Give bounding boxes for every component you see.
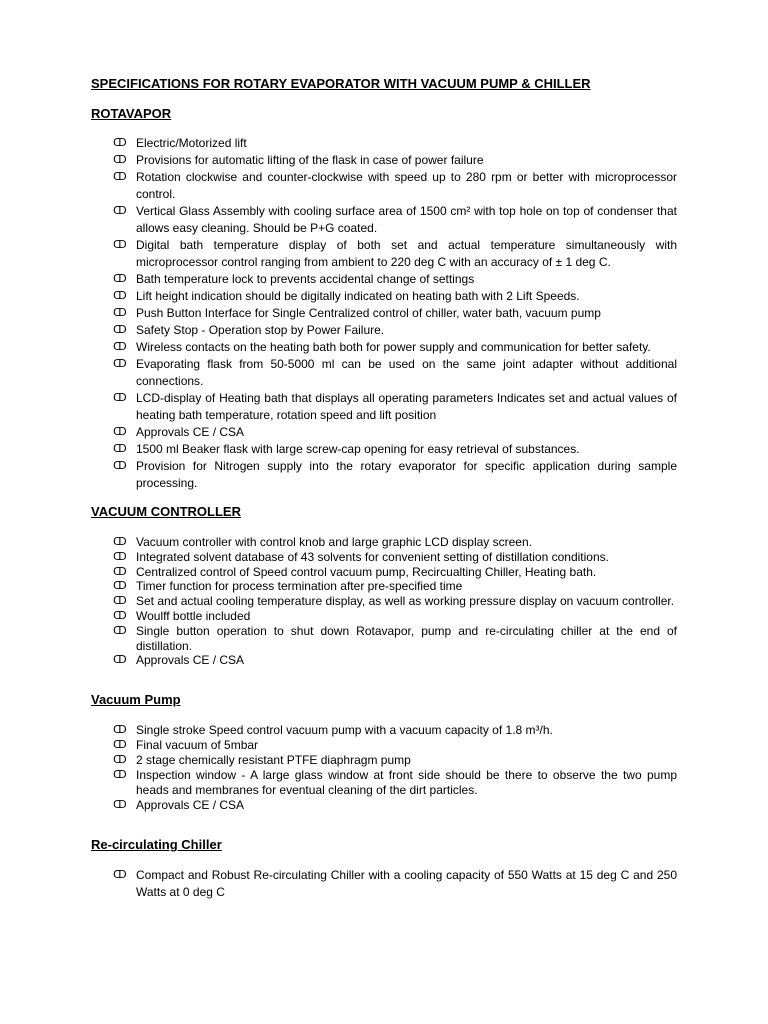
list-item (91, 867, 677, 901)
section-heading: Re-circulating Chiller (91, 837, 222, 853)
list-item-text: Provision for Nitrogen supply into the rotary evaporator for specific application during sample processing. (136, 459, 677, 490)
list-item-text: Approvals CE / CSA (136, 653, 245, 668)
list-item-text: Compact and Robust Re-circulating Chiller with a cooling capacity of 550 Watts at 15 deg C and 250 Watts at 0 deg C (136, 868, 677, 900)
list-item (91, 322, 677, 339)
list-item-text: Centralized control of Speed control vacuum pump, Recircualting Chiller, Heating bath. (136, 564, 597, 579)
list-item (91, 738, 677, 753)
list-item-text: 2 stage chemically resistant PTFE diaphragm pump (136, 753, 411, 768)
bullet-icon: ↀ (113, 443, 127, 455)
list-item-text: 1500 ml Beaker flask with large screw-cap opening for easy retrieval of substances. (136, 442, 580, 456)
list-item-text: Digital bath temperature display of both set and actual temperature simultaneously with microprocessor control ranging from ambient to 220 deg C with an accuracy of ± 1 deg C. (136, 238, 677, 269)
list-item-text: Evaporating flask from 50-5000 ml can be used on the same joint adapter without additional connections. (136, 357, 677, 388)
bullet-icon: ↀ (113, 724, 127, 737)
list-item-text: Provisions for automatic lifting of the flask in case of power failure (136, 153, 484, 167)
bullet-icon: ↀ (113, 624, 127, 637)
section-heading: Vacuum Pump (91, 692, 181, 708)
bullet-icon: ↀ (113, 565, 127, 578)
list-item (91, 723, 677, 738)
list-item (91, 169, 677, 203)
bullet-icon: ↀ (113, 754, 127, 767)
bullet-icon: ↀ (113, 341, 127, 353)
list-item (91, 152, 677, 169)
section-recirculating-chiller (91, 837, 677, 901)
list-item-text: Timer function for process termination after pre-specified time (136, 579, 463, 594)
list-item (91, 135, 677, 152)
list-item (91, 441, 677, 458)
section-heading: ROTAVAPOR (91, 106, 172, 121)
section-vacuum-pump (91, 692, 677, 813)
list-item (91, 390, 677, 424)
list-item-text: Safety Stop - Operation stop by Power Failure. (136, 323, 385, 337)
bullet-icon: ↀ (113, 290, 127, 302)
list-item (91, 237, 677, 271)
spec-list (91, 135, 677, 492)
spec-list (91, 867, 677, 901)
bullet-icon: ↀ (113, 205, 127, 217)
list-item-text: Woulff bottle included (136, 608, 251, 623)
section-vacuum-controller (91, 504, 677, 668)
list-item-text: Inspection window - A large glass window at front side should be there to observe the two pump heads and membranes for eventual cleaning of the dirt particles. (136, 768, 677, 798)
list-item-text: Single stroke Speed control vacuum pump with a vacuum capacity of 1.8 m³/h. (136, 723, 553, 738)
bullet-icon: ↀ (113, 426, 127, 438)
bullet-icon: ↀ (113, 595, 127, 608)
list-item (91, 565, 677, 580)
list-item-text: Electric/Motorized lift (136, 136, 247, 150)
spec-list (91, 723, 677, 813)
list-item-text: Vertical Glass Assembly with cooling surface area of 1500 cm² with top hole on top of condenser that allows easy cleaning. Should be P+G coated. (136, 204, 677, 235)
bullet-icon: ↀ (113, 171, 127, 183)
bullet-icon: ↀ (113, 358, 127, 370)
bullet-icon: ↀ (113, 609, 127, 622)
list-item (91, 288, 677, 305)
list-item-text: Approvals CE / CSA (136, 425, 245, 439)
list-item-text: Lift height indication should be digitally indicated on heating bath with 2 Lift Speeds. (136, 289, 580, 303)
bullet-icon: ↀ (113, 869, 127, 882)
list-item (91, 609, 677, 624)
bullet-icon: ↀ (113, 154, 127, 166)
list-item (91, 753, 677, 768)
list-item (91, 203, 677, 237)
bullet-icon: ↀ (113, 460, 127, 472)
list-item (91, 594, 677, 609)
list-item (91, 550, 677, 565)
list-item (91, 798, 677, 813)
bullet-icon: ↀ (113, 392, 127, 404)
list-item (91, 624, 677, 654)
list-item-text: Vacuum controller with control knob and large graphic LCD display screen. (136, 535, 532, 549)
bullet-icon: ↀ (113, 273, 127, 285)
bullet-icon: ↀ (113, 239, 127, 251)
bullet-icon: ↀ (113, 550, 127, 563)
bullet-icon: ↀ (113, 324, 127, 336)
bullet-icon: ↀ (113, 654, 127, 667)
list-item-text: Single button operation to shut down Rotavapor, pump and re-circulating chiller at the end of distillation. (136, 623, 677, 653)
list-item (91, 305, 677, 322)
spec-list (91, 535, 677, 668)
bullet-icon: ↀ (113, 739, 127, 752)
list-item (91, 579, 677, 594)
list-item (91, 653, 677, 668)
list-item-text: Set and actual cooling temperature display, as well as working pressure display on vacuum controller. (136, 594, 675, 609)
list-item-text: Rotation clockwise and counter-clockwise with speed up to 280 rpm or better with microprocessor control. (136, 170, 677, 201)
bullet-icon: ↀ (113, 307, 127, 319)
bullet-icon: ↀ (113, 799, 127, 812)
list-item (91, 424, 677, 441)
list-item-text: Push Button Interface for Single Centralized control of chiller, water bath, vacuum pump (136, 306, 601, 320)
list-item-text: LCD-display of Heating bath that displays all operating parameters Indicates set and actual values of heating bath temperature, rotation speed and lift position (136, 391, 677, 422)
list-item-text: Bath temperature lock to prevents accidental change of settings (136, 272, 475, 286)
list-item-text: Integrated solvent database of 43 solvents for convenient setting of distillation conditions. (136, 549, 609, 564)
list-item-text: Wireless contacts on the heating bath both for power supply and communication for better safety. (136, 340, 651, 354)
list-item (91, 271, 677, 288)
bullet-icon: ↀ (113, 580, 127, 593)
list-item-text: Approvals CE / CSA (136, 798, 245, 813)
bullet-icon: ↀ (113, 769, 127, 782)
list-item (91, 768, 677, 798)
list-item-text: Final vacuum of 5mbar (136, 738, 259, 753)
list-item (91, 535, 677, 550)
list-item (91, 356, 677, 390)
bullet-icon: ↀ (113, 536, 127, 548)
section-rotavapor (91, 106, 677, 492)
list-item (91, 339, 677, 356)
bullet-icon: ↀ (113, 137, 127, 149)
section-heading: VACUUM CONTROLLER (91, 504, 241, 519)
page-title: SPECIFICATIONS FOR ROTARY EVAPORATOR WITH VACUUM PUMP & CHILLER (91, 76, 591, 91)
list-item (91, 458, 677, 492)
